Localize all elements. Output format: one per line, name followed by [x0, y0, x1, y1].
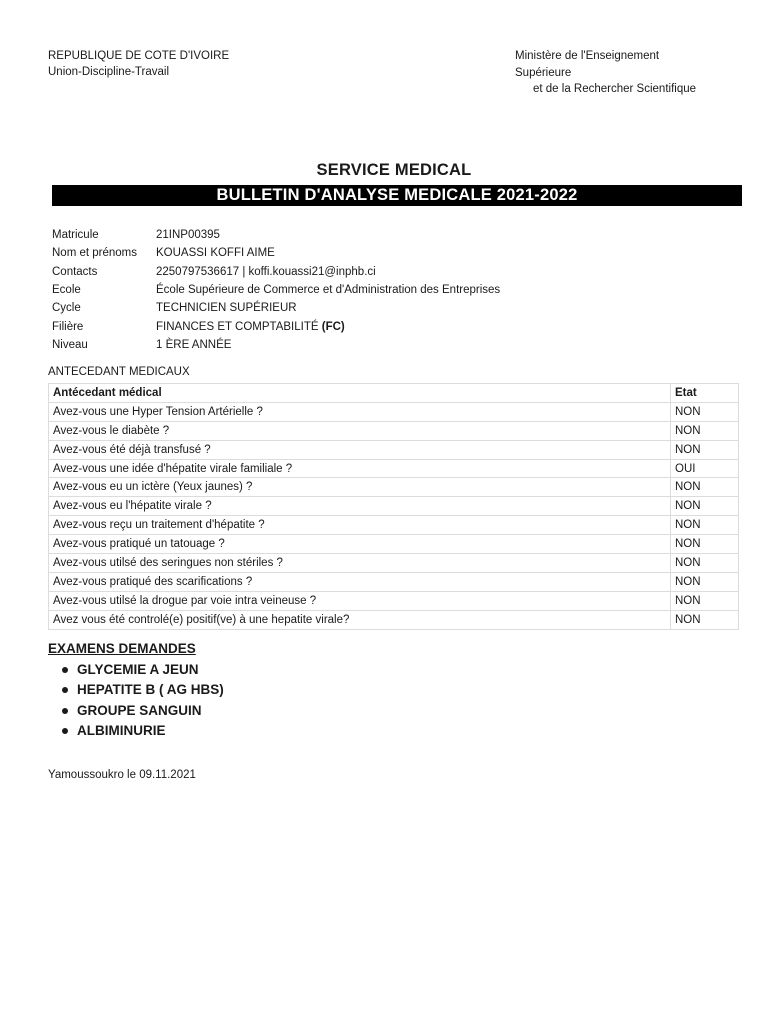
info-row [48, 317, 504, 335]
antecedent-state: NON [671, 554, 739, 573]
antecedent-state: NON [671, 478, 739, 497]
info-value-cell [152, 281, 504, 299]
ministry-line-1: Ministère de l'Enseignement [515, 50, 660, 62]
exam-item [62, 680, 224, 700]
antecedent-state: NON [671, 516, 739, 535]
antecedents-header-row [49, 384, 739, 403]
info-row [48, 244, 504, 262]
info-value-suffix: (FC) [321, 320, 345, 333]
antecedent-state: NON [671, 610, 739, 629]
info-value-cell [152, 226, 504, 244]
bullet-icon [62, 728, 68, 734]
exam-item [62, 721, 224, 741]
antecedent-question: Avez-vous reçu un traitement d'hépatite ? [49, 516, 671, 535]
antecedent-question: Avez-vous été déjà transfusé ? [49, 440, 671, 459]
antecedent-row [49, 572, 739, 591]
antecedent-question: Avez-vous pratiqué un tatouage ? [49, 535, 671, 554]
info-value: TECHNICIEN SUPÉRIEUR [156, 302, 297, 315]
antecedent-question: Avez-vous pratiqué des scarifications ? [49, 572, 671, 591]
ministry-line-2: Supérieure [515, 66, 572, 79]
antecedent-question: Avez-vous le diabète ? [49, 421, 671, 440]
exams-list [62, 660, 224, 741]
antecedent-row [49, 591, 739, 610]
info-label: Ecole [52, 284, 81, 297]
antecedent-state: NON [671, 440, 739, 459]
bullet-icon [62, 708, 68, 714]
antecedent-question: Avez vous été controlé(e) positif(ve) à une hepatite virale? [49, 610, 671, 629]
info-label: Contacts [52, 265, 98, 278]
antecedent-row [49, 478, 739, 497]
antecedent-question: Avez-vous eu un ictère (Yeux jaunes) ? [49, 478, 671, 497]
bullet-icon [62, 667, 68, 673]
info-value-cell [152, 336, 504, 354]
exam-item [62, 660, 224, 680]
info-row [48, 299, 504, 317]
info-label: Niveau [52, 338, 88, 351]
antecedent-row [49, 421, 739, 440]
antecedent-row [49, 459, 739, 478]
question-column-header: Antécedant médical [49, 384, 671, 403]
exam-label: GROUPE SANGUIN [77, 702, 202, 718]
info-row [48, 281, 504, 299]
antecedent-question: Avez-vous une Hyper Tension Artérielle ? [49, 402, 671, 421]
antecedent-row [49, 402, 739, 421]
info-value: 2250797536617 | koffi.kouassi21@inphb.ci [156, 265, 376, 278]
info-value: 1 ÈRE ANNÉE [156, 338, 232, 351]
info-value: FINANCES ET COMPTABILITÉ [156, 320, 319, 333]
state-column-header: Etat [671, 384, 739, 403]
student-info-table [48, 226, 504, 354]
antecedent-state: OUI [671, 459, 739, 478]
exam-label: ALBIMINURIE [77, 722, 166, 738]
exam-label: HEPATITE B ( AG HBS) [77, 682, 224, 698]
service-title: SERVICE MEDICAL [316, 161, 472, 179]
antecedent-question: Avez-vous eu l'hépatite virale ? [49, 497, 671, 516]
antecedent-row [49, 516, 739, 535]
place-date: Yamoussoukro le 09.11.2021 [48, 769, 196, 781]
info-row [48, 263, 504, 281]
info-label: Nom et prénoms [52, 247, 138, 260]
antecedent-question: Avez-vous une idée d'hépatite virale familiale ? [49, 459, 671, 478]
ministry-line-3: et de la Rechercher Scientifique [533, 83, 697, 95]
antecedent-row [49, 554, 739, 573]
info-value: KOUASSI KOFFI AIME [156, 247, 275, 260]
antecedents-table [48, 383, 739, 630]
info-value-cell [152, 244, 504, 262]
exams-title: EXAMENS DEMANDES [48, 641, 196, 656]
info-label: Matricule [52, 229, 99, 242]
antecedent-state: NON [671, 421, 739, 440]
ministry-header [515, 48, 696, 98]
info-label: Cycle [52, 302, 81, 315]
republic-motto: Union-Discipline-Travail [48, 66, 169, 78]
republic-name: REPUBLIQUE DE COTE D'IVOIRE [48, 50, 230, 62]
antecedent-question: Avez-vous utilsé des seringues non stériles ? [49, 554, 671, 573]
antecedent-state: NON [671, 402, 739, 421]
antecedent-state: NON [671, 535, 739, 554]
antecedent-question: Avez-vous utilsé la drogue par voie intra veineuse ? [49, 591, 671, 610]
bullet-icon [62, 687, 68, 693]
info-value: École Supérieure de Commerce et d'Administration des Entreprises [156, 284, 501, 297]
info-label: Filière [52, 320, 84, 333]
info-row [48, 226, 504, 244]
republic-header [48, 48, 229, 80]
exam-label: GLYCEMIE A JEUN [77, 662, 199, 677]
antecedent-row [49, 535, 739, 554]
info-value-cell [152, 299, 504, 317]
info-value: 21INP00395 [156, 229, 220, 242]
antecedent-row [49, 440, 739, 459]
antecedents-section-label: ANTECEDANT MEDICAUX [48, 366, 190, 378]
antecedent-state: NON [671, 572, 739, 591]
antecedent-row [49, 497, 739, 516]
exam-item [62, 701, 224, 721]
info-row [48, 336, 504, 354]
info-value-cell [152, 317, 504, 335]
antecedent-state: NON [671, 497, 739, 516]
info-value-cell [152, 263, 504, 281]
bulletin-title-bar: BULLETIN D'ANALYSE MEDICALE 2021-2022 [52, 185, 742, 206]
antecedent-state: NON [671, 591, 739, 610]
antecedent-row [49, 610, 739, 629]
